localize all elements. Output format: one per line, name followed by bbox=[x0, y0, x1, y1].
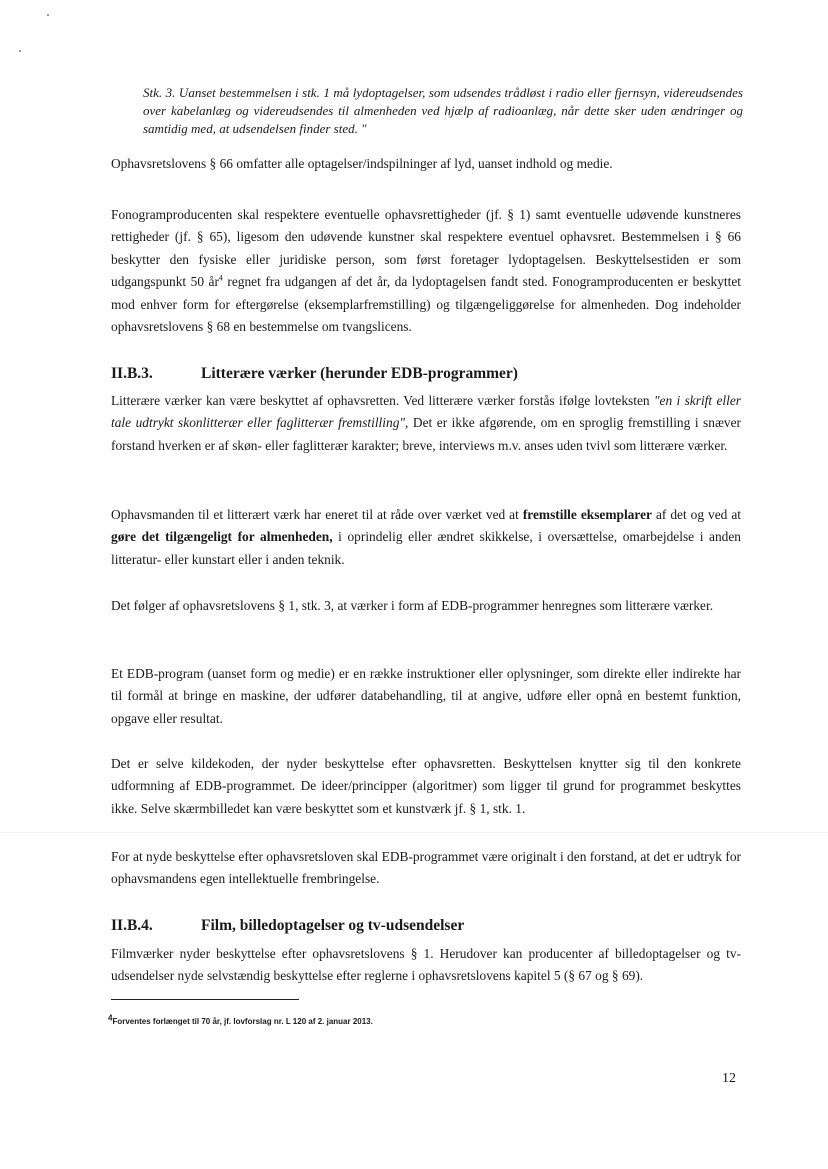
paragraph-text: Ophavsmanden til et litterært værk har eneret til at råde over værket ved at bbox=[111, 507, 523, 522]
section-heading-literary-works bbox=[111, 364, 741, 384]
paragraph-text: Fonogramproducenten skal respektere eventuelle ophavsrettigheder (jf. § 1) samt eventuelle udøvende kunstneres rettigheder (jf. § 65), ligesom den udøvende kunstner skal respektere eventuel ophavsret. Bestemmelsen i § 66 beskytter den fysiske eller juridiske person, som først foretager lydoptagelsen. Beskyttelsestiden er som udgangspunkt 50 år bbox=[111, 207, 741, 290]
footnote-text: Forventes forlænget til 70 år, jf. lovforslag nr. L 120 af 2. januar 2013. bbox=[112, 1017, 373, 1026]
footnote bbox=[108, 1013, 608, 1027]
emphasis-public: gøre det tilgængeligt for almenheden, bbox=[111, 529, 333, 545]
emphasis-reproduce: fremstille eksemplarer bbox=[522, 507, 652, 522]
paragraph-edb-definition: Et EDB-program (uanset form og medie) er en række instruktioner eller oplysninger, som direkte eller indirekte har til formål at bringe en maskine, der udfører databehandling, til at angive, udføre eller opnå en bestemt funktion, opgave eller resultat. bbox=[111, 666, 741, 726]
paragraph-text: regnet fra udgangen af det år, da lydoptagelsen fandt sted. Fonogramproducenten er beskyttet mod enhver form for eftergørelse (eksemplarfremstilling) og tilgængeliggørelse for almenheden. Dog indeholder ophavsretslovens § 68 en bestemmelse om tvangslicens. bbox=[111, 274, 741, 335]
scan-speck bbox=[47, 14, 49, 16]
paragraph-originality: For at nyde beskyttelse efter ophavsretsloven skal EDB-programmet være originalt i den forstand, at det er udtryk for ophavsmandens egen intellektuelle frembringelse. bbox=[111, 849, 741, 887]
paragraph-exclusive-rights bbox=[111, 504, 741, 571]
paragraph-source-code: Det er selve kildekoden, der nyder beskyttelse efter ophavsretten. Beskyttelsen knytter sig til den konkrete udformning af EDB-programmet. De ideer/principper (algoritmer) som ligger til grund for programmet beskyttes ikke. Selve skærmbilledet kan være beskyttet som et kunstværk jf. § 1, stk. 1. bbox=[111, 756, 741, 816]
section-heading-film bbox=[111, 916, 741, 936]
law-quote: Stk. 3. Uanset bestemmelsen i stk. 1 må lydoptagelser, som udsendes trådløst i radio eller fjernsyn, videreudsendes over kabelanlæg og videreudsendes til almenheden ved hjælp af radioanlæg, når dette sker uden ændringer og samtidig med, at udsendelsen finder sted. " bbox=[143, 85, 743, 136]
footnote-mark: 4 bbox=[108, 1013, 113, 1023]
scan-speck bbox=[19, 50, 21, 52]
section-title: Film, billedoptagelser og tv-udsendelser bbox=[201, 917, 465, 934]
paragraph-edb-literary: Det følger af ophavsretslovens § 1, stk. 3, at værker i form af EDB-programmer henregnes som litterære værker. bbox=[111, 598, 714, 613]
paragraph-text: i oprindelig eller ændret skikkelse, i oversættelse, omarbejdelse i anden litteratur- eller kunstart eller i anden teknik. bbox=[111, 529, 741, 567]
paragraph-text: af det og ved at bbox=[651, 507, 741, 522]
paragraph-film: Filmværker nyder beskyttelse efter ophavsretslovens § 1. Herudover kan producenter af billedoptagelser og tv-udsendelser nyde selvstændig beskyttelse efter reglerne i ophavsretslovens kapitel 5 (§ 67 og § 69). bbox=[111, 946, 741, 984]
section-number: II.B.4. bbox=[111, 917, 153, 934]
paragraph-phonogram-producer bbox=[111, 204, 741, 338]
paragraph-text: Litterære værker kan være beskyttet af ophavsretten. Ved litterære værker forstås ifølge lovteksten bbox=[111, 393, 654, 408]
paragraph-scope: Ophavsretslovens § 66 omfatter alle optagelser/indspilninger af lyd, uanset indhold og medie. bbox=[111, 156, 613, 171]
footnote-divider bbox=[111, 999, 299, 1000]
page-number: 12 bbox=[722, 1071, 736, 1086]
paragraph-literary-definition bbox=[111, 390, 741, 457]
statute-quote: "en i skrift eller tale udtrykt skonlitterær eller faglitterær fremstilling" bbox=[111, 393, 742, 431]
paragraph-text: , Det er ikke afgørende, om en sproglig fremstilling i snæver forstand hverken er af skøn- eller faglitterær karakter; breve, interviews m.v. anses uden tvivl som litterære værker. bbox=[111, 415, 741, 453]
section-number: II.B.3. bbox=[111, 365, 153, 382]
section-title: Litterære værker (herunder EDB-programmer) bbox=[201, 365, 518, 382]
scan-line bbox=[0, 832, 828, 833]
footnote-ref: 4 bbox=[218, 273, 223, 283]
